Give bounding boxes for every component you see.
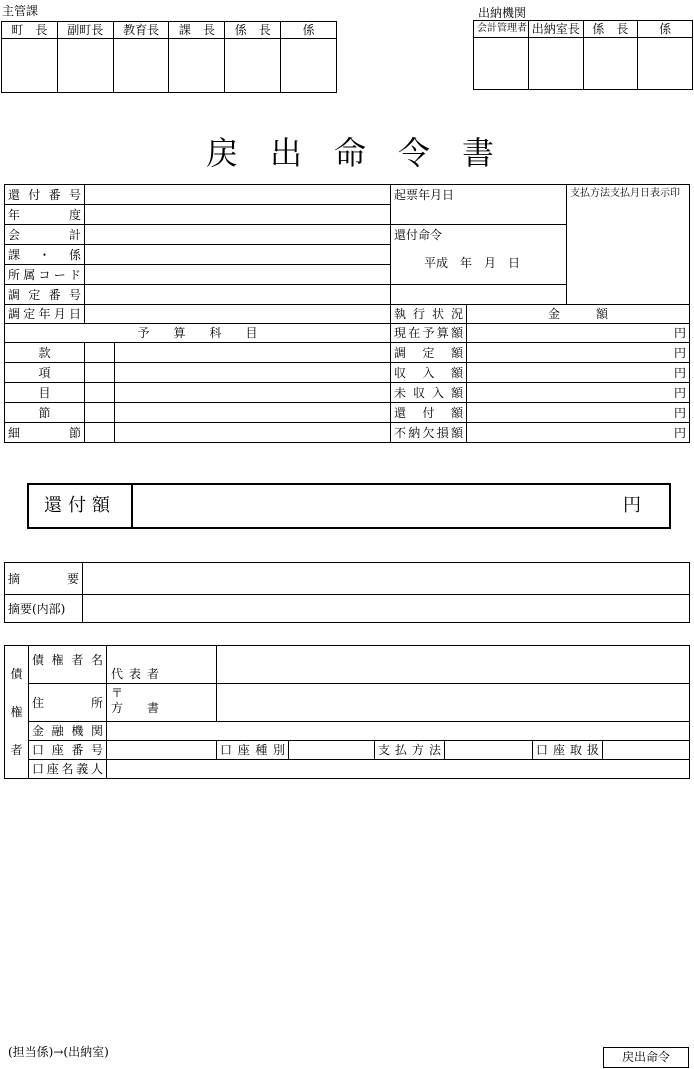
budget-code <box>85 343 115 363</box>
summary-label: 摘要(内部) <box>5 595 83 623</box>
routing-note: (担当係)→(出納室) <box>8 1045 109 1059</box>
info-value <box>85 245 391 265</box>
payment-method-value <box>445 741 533 760</box>
rep-label: 代表者 <box>107 646 217 684</box>
approval-right-header: 出納室長 <box>528 21 583 38</box>
budget-name <box>115 403 391 423</box>
kanpu-amount-box <box>27 483 671 529</box>
bank-value <box>107 722 690 741</box>
stamp-box <box>169 39 225 93</box>
budget-code <box>85 423 115 443</box>
budget-name <box>115 343 391 363</box>
execution-header: 執行状況 <box>391 305 467 324</box>
stamp-box <box>281 39 337 93</box>
budget-code <box>85 363 115 383</box>
address-sub-cell <box>107 684 217 722</box>
page-title: 戻 出 命 令 書 <box>205 134 494 172</box>
budget-header: 予 算 科 目 <box>5 324 391 343</box>
stamp-box <box>528 38 583 90</box>
execution-label: 現在予算額 <box>391 324 467 343</box>
approval-right-label: 出納機関 <box>478 6 527 20</box>
stamp-box <box>113 39 169 93</box>
info-label: 課・係 <box>5 245 85 265</box>
info-label: 調定年月日 <box>5 305 85 324</box>
execution-label: 調定額 <box>391 343 467 363</box>
budget-label: 目 <box>5 383 85 403</box>
stamp-box <box>57 39 113 93</box>
kanpu-meirei-cell <box>391 225 567 285</box>
account-no-label: 口座番号 <box>29 741 107 760</box>
account-handling-value <box>603 741 690 760</box>
budget-code <box>85 383 115 403</box>
approval-left-header: 町 長 <box>2 22 58 39</box>
info-value <box>85 265 391 285</box>
account-type-value <box>289 741 375 760</box>
info-label: 会 計 <box>5 225 85 245</box>
katagaki-label: 方 書 <box>111 701 160 715</box>
stamp-box <box>583 38 638 90</box>
info-value <box>85 205 391 225</box>
budget-name <box>115 363 391 383</box>
budget-label: 款 <box>5 343 85 363</box>
amount-unit: 円 <box>467 403 690 423</box>
approval-left-header: 副町長 <box>57 22 113 39</box>
info-value <box>85 185 391 205</box>
budget-table <box>4 304 690 443</box>
approval-left-header: 課 長 <box>169 22 225 39</box>
address-value <box>217 684 690 722</box>
approval-right-table <box>473 20 693 90</box>
approval-left-label: 主管課 <box>2 4 39 18</box>
payment-method-label: 支払方法 <box>375 741 445 760</box>
approval-left-header: 係 <box>281 22 337 39</box>
stamp-box <box>638 38 693 90</box>
budget-label: 項 <box>5 363 85 383</box>
account-holder-label: 口座名義人 <box>29 760 107 779</box>
approval-left-header: 教育長 <box>113 22 169 39</box>
approval-right-header: 係 <box>638 21 693 38</box>
kanpu-amount-label: 還付額 <box>29 485 133 527</box>
budget-name <box>115 423 391 443</box>
budget-label: 節 <box>5 403 85 423</box>
stamp-box <box>2 39 58 93</box>
execution-label: 還付額 <box>391 403 467 423</box>
summary-value <box>83 563 690 595</box>
budget-code <box>85 403 115 423</box>
info-label: 所属コード <box>5 265 85 285</box>
execution-label: 不納欠損額 <box>391 423 467 443</box>
side-char: 者 <box>10 743 23 757</box>
amount-unit: 円 <box>467 363 690 383</box>
info-label: 年 度 <box>5 205 85 225</box>
info-label: 還付番号 <box>5 185 85 205</box>
info-value <box>391 285 567 305</box>
kanpu-amount-unit: 円 <box>623 495 641 516</box>
account-handling-label: 口座取扱 <box>533 741 603 760</box>
side-char: 権 <box>10 705 23 719</box>
info-value <box>85 285 391 305</box>
amount-unit: 円 <box>467 423 690 443</box>
bank-label: 金融機関 <box>29 722 107 741</box>
amount-unit: 円 <box>467 324 690 343</box>
date-text: 平成 年 月 日 <box>424 256 521 270</box>
kihyo-label: 起票年月日 <box>391 185 567 225</box>
account-type-label: 口座種別 <box>217 741 289 760</box>
summary-label: 摘 要 <box>5 563 83 595</box>
execution-label: 収入額 <box>391 363 467 383</box>
info-value <box>85 225 391 245</box>
stamp-box <box>225 39 281 93</box>
approval-right-header: 係 長 <box>583 21 638 38</box>
approval-left-header: 係 長 <box>225 22 281 39</box>
info-value <box>85 305 391 324</box>
creditor-side-label <box>5 646 29 779</box>
amount-unit: 円 <box>467 343 690 363</box>
kanpu-meirei-label: 還付命令 <box>394 228 443 242</box>
budget-name <box>115 383 391 403</box>
creditor-table <box>4 645 690 779</box>
info-table <box>4 184 690 305</box>
summary-value <box>83 595 690 623</box>
creditor-name-label: 債権者名 <box>29 646 107 684</box>
postal-mark: 〒 <box>111 686 124 700</box>
side-char: 債 <box>10 667 23 681</box>
stamp-box <box>474 38 529 90</box>
account-no-value <box>107 741 217 760</box>
execution-label: 未収入額 <box>391 383 467 403</box>
address-label: 住 所 <box>29 684 107 722</box>
creditor-name-value <box>217 646 690 684</box>
amount-unit: 円 <box>467 383 690 403</box>
summary-table <box>4 562 690 623</box>
approval-right-header: 会計管理者 <box>474 21 529 38</box>
form-name-box: 戻出命令 <box>603 1047 689 1068</box>
info-label: 調定番号 <box>5 285 85 305</box>
approval-left-table <box>1 21 337 93</box>
budget-label: 細 節 <box>5 423 85 443</box>
payment-stamp-box: 支払方法支払月日表示印 <box>567 185 690 305</box>
account-holder-value <box>107 760 690 779</box>
amount-header: 金 額 <box>467 305 690 324</box>
